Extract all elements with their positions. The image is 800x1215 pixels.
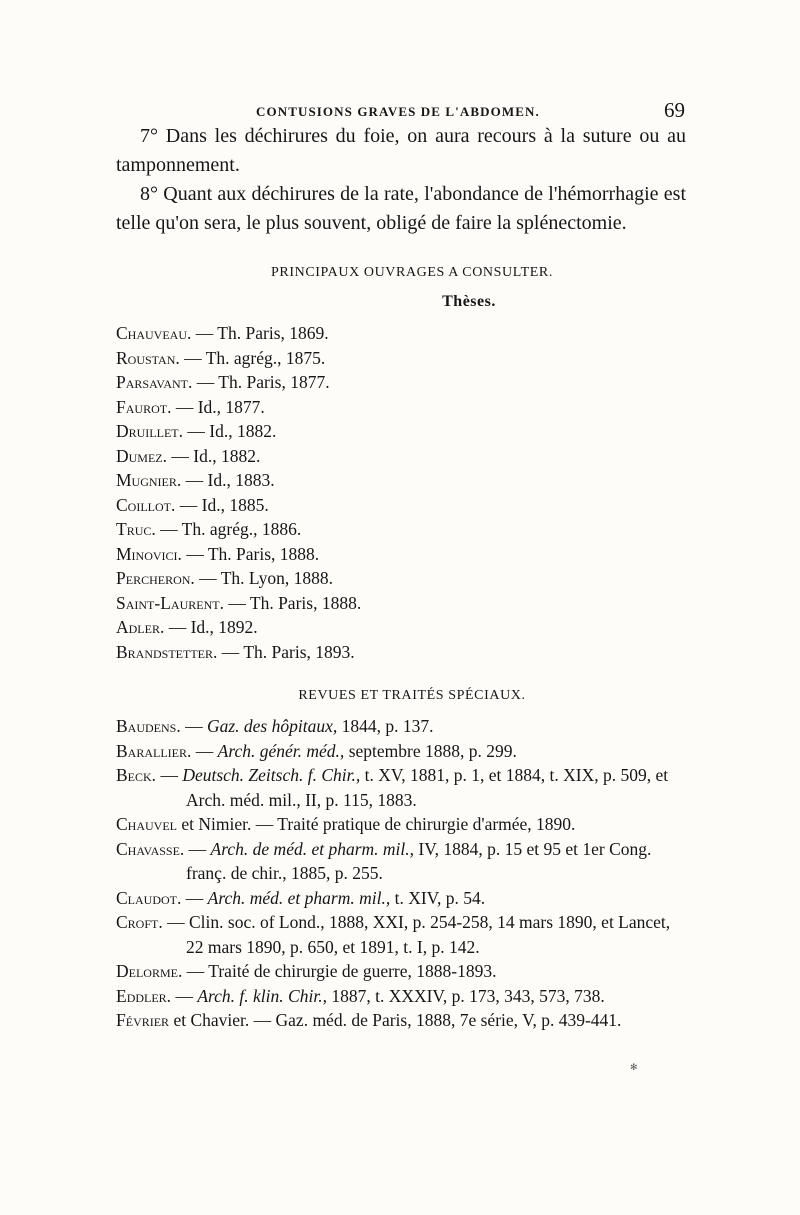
revue-separator: — (191, 740, 218, 761)
revue-author: Eddler. (116, 985, 172, 1006)
thesis-author: Parsavant. (116, 372, 193, 392)
thesis-author: Coillot. (116, 494, 176, 515)
thesis-entry (116, 615, 686, 640)
thesis-entry (116, 517, 686, 542)
thesis-author: Adler. (116, 617, 165, 637)
ink-speck-icon: ✻ (630, 1062, 638, 1072)
revue-separator: et (169, 1010, 191, 1030)
revue-author: Baudens. (116, 716, 181, 736)
thesis-author: Saint-Laurent. (116, 592, 224, 613)
thesis-ref: — Th. Lyon, 1888. (194, 568, 334, 588)
revue-details: Nimier. — Traité pratique de chirurgie d'armée, 1890. (198, 814, 576, 834)
thesis-author: Minovici. (116, 543, 182, 564)
thesis-ref: — Id., 1877. (171, 396, 265, 417)
revue-separator: — (156, 765, 183, 785)
revue-author: Février (116, 1010, 170, 1030)
thesis-author: Druillet. (116, 421, 183, 441)
revue-details: Clin. soc. of Lond., 1888, XXI, p. 254-258, 14 mars 1890, et Lancet, 22 mars 1890, p. 650, et 1891, t. I, p. 142. (186, 912, 671, 957)
section-heading-revues: REVUES ET TRAITÉS SPÉCIAUX. (298, 688, 526, 703)
revue-separator: et (177, 814, 199, 834)
thesis-author: Mugnier. (116, 470, 182, 490)
thesis-entry (116, 370, 686, 395)
thesis-entry (116, 346, 686, 371)
thesis-entry (116, 468, 686, 493)
revue-entry (116, 1008, 686, 1033)
thesis-ref: — Id., 1882. (183, 421, 277, 441)
thesis-entry (116, 419, 686, 444)
revue-separator: — (171, 985, 198, 1006)
thesis-author: Truc. (116, 519, 156, 539)
revue-entry (116, 910, 686, 959)
thesis-ref: — Id., 1892. (164, 617, 258, 637)
thesis-author: Chauveau. (116, 323, 192, 343)
revue-entry (116, 739, 686, 764)
thesis-author: Faurot. (116, 396, 172, 417)
page-body (116, 122, 686, 1033)
thesis-ref: — Th. Paris, 1888. (223, 592, 362, 613)
revue-author: Croft. (116, 912, 163, 932)
thesis-entry (116, 321, 686, 346)
revue-details: Chavier. — Gaz. méd. de Paris, 1888, 7e série, V, p. 439-441. (190, 1010, 622, 1030)
thesis-entry (116, 444, 686, 469)
section-heading-principaux: PRINCIPAUX OUVRAGES A CONSULTER. (271, 265, 553, 280)
revue-details: t. XV, 1881, p. 1, et 1884, t. XIX, p. 509, et Arch. méd. mil., II, p. 115, 1883. (186, 765, 669, 810)
theses-list (116, 321, 686, 664)
thesis-entry (116, 640, 686, 665)
revue-author: Beck. (116, 765, 157, 785)
revue-entry (116, 837, 686, 886)
revues-list (116, 714, 686, 1033)
thesis-ref: — Th. Paris, 1877. (192, 372, 330, 392)
revue-author: Barallier. (116, 740, 192, 761)
revue-author: Chavasse. (116, 838, 185, 859)
revue-details: IV, 1884, p. 15 et 95 et 1er Cong. franç. de chir., 1885, p. 255. (186, 838, 652, 883)
thesis-entry (116, 542, 686, 567)
thesis-author: Roustan. (116, 347, 180, 368)
revue-separator: — (182, 961, 209, 981)
revue-separator: — (181, 887, 208, 908)
revue-details: septembre 1888, p. 299. (344, 740, 517, 761)
revue-journal: Arch. f. klin. Chir., (197, 985, 327, 1006)
thesis-ref: — Id., 1883. (181, 470, 275, 490)
revue-details: 1887, t. XXXIV, p. 173, 343, 573, 738. (326, 985, 605, 1006)
paragraph-foie: 7° Dans les déchirures du foie, on aura recours à la suture ou au tamponnement. (116, 125, 686, 176)
revue-entry (116, 763, 686, 812)
paragraph-rate: 8° Quant aux déchirures de la rate, l'abondance de l'hémorrhagie est telle qu'on sera, le plus souvent, obligé de faire la splénectomie. (116, 183, 686, 234)
revue-author: Chauvel (116, 814, 177, 834)
thesis-ref: — Th. Paris, 1869. (191, 323, 329, 343)
revue-entry (116, 984, 686, 1009)
revue-separator: — (162, 912, 189, 932)
revue-entry (116, 959, 686, 984)
revue-journal: Arch. génér. méd., (217, 740, 345, 761)
thesis-ref: — Id., 1885. (175, 494, 269, 515)
running-title: CONTUSIONS GRAVES DE L'ABDOMEN. (256, 104, 540, 119)
thesis-ref: — Th. Paris, 1888. (181, 543, 320, 564)
thesis-ref: — Th. agrég., 1886. (155, 519, 302, 539)
revue-author: Delorme. (116, 961, 183, 981)
thesis-entry (116, 493, 686, 518)
section-heading-theses: Thèses. (442, 293, 496, 310)
thesis-author: Brandstetter. (116, 641, 218, 662)
revue-entry (116, 812, 686, 837)
thesis-entry (116, 395, 686, 420)
revue-entry (116, 886, 686, 911)
revue-journal: Arch. méd. et pharm. mil., (207, 887, 391, 908)
thesis-ref: — Th. Paris, 1893. (217, 641, 355, 662)
thesis-author: Percheron. (116, 568, 195, 588)
revue-journal: Deutsch. Zeitsch. f. Chir., (182, 765, 361, 785)
thesis-ref: — Th. agrég., 1875. (179, 347, 326, 368)
revue-details: t. XIV, p. 54. (390, 887, 486, 908)
revue-details: 1844, p. 137. (337, 716, 434, 736)
revue-entry (116, 714, 686, 739)
revue-journal: Gaz. des hôpitaux, (206, 716, 338, 736)
revue-journal: Arch. de méd. et pharm. mil., (210, 838, 415, 859)
revue-separator: — (184, 838, 211, 859)
page-header (256, 98, 685, 120)
thesis-entry (116, 591, 686, 616)
revue-details: Traité de chirurgie de guerre, 1888-1893. (208, 961, 497, 981)
thesis-author: Dumez. (116, 445, 168, 466)
thesis-ref: — Id., 1882. (167, 445, 261, 466)
thesis-entry (116, 566, 686, 591)
revue-author: Claudot. (116, 887, 182, 908)
revue-separator: — (180, 716, 207, 736)
page-number: 69 (664, 98, 685, 122)
